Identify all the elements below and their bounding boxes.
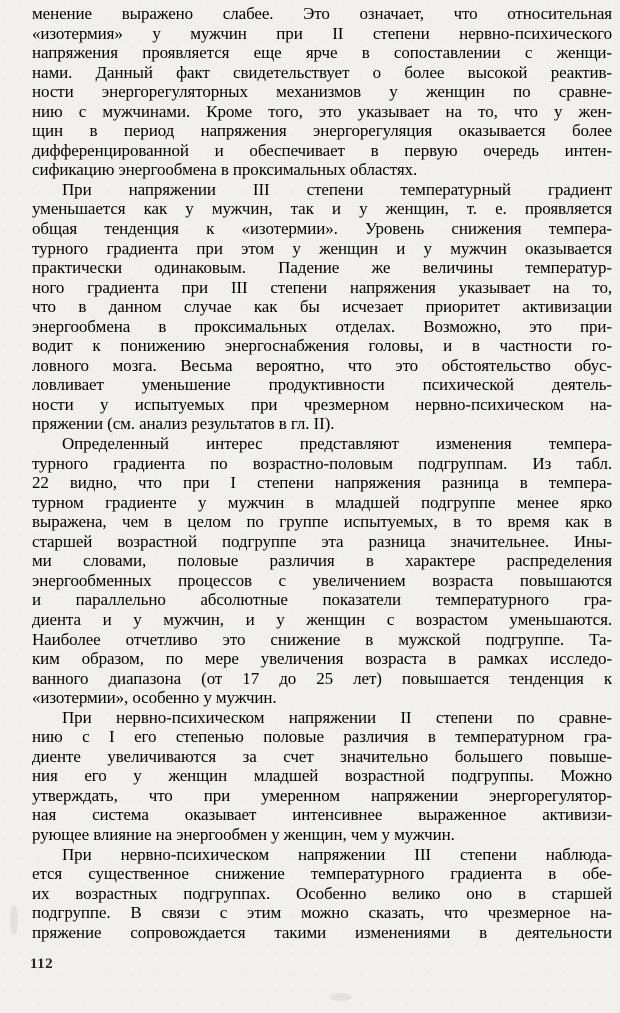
paragraph-start: При нервно-психическом напряжении II степени по сравне- xyxy=(62,707,612,727)
text-line: турного градиента при этом у женщин и у мужчин оказывается xyxy=(32,238,612,258)
text-line: водит к понижению энергоснабжения головы, и в частности го- xyxy=(32,336,612,356)
text-line: диента и у мужчин, и у женщин с возрастом уменьшаются. xyxy=(32,609,612,629)
text-line: уменьшается как у мужчин, так и у женщин, т. е. проявляется xyxy=(32,199,612,219)
text-line: старшей возрастной подгруппе эта разница значительнее. Ины- xyxy=(32,531,612,551)
text-line: турного градиента по возрастно-половым подгруппам. Из табл. xyxy=(32,453,612,473)
text-line: «изотермия» у мужчин при II степени нервно-психического xyxy=(32,23,612,43)
paragraph-start: Определенный интерес представляют изменения темпера- xyxy=(62,434,612,454)
text-line: напряжения проявляется еще ярче в сопоставлении с женщи- xyxy=(32,43,612,63)
text-line: пряжение сопровождается такими изменениями в деятельности xyxy=(32,922,612,942)
text-line: нию с мужчинами. Кроме того, это указывает на то, что у жен- xyxy=(32,101,612,121)
text-line: турном градиенте у мужчин в младшей подгруппе менее ярко xyxy=(32,492,612,512)
text-line: ловливает уменьшение продуктивности психической деятель- xyxy=(32,375,612,395)
scan-speck xyxy=(330,993,352,1001)
text-line: энергообменных процессов с увеличением возраста повышаются xyxy=(32,570,612,590)
scan-speck xyxy=(10,905,18,935)
text-line: ется существенное снижение температурного градиента в обе- xyxy=(32,864,612,884)
text-line: нию с I его степенью половые различия в температурном гра- xyxy=(32,727,612,747)
text-line: что в данном случае как бы исчезает приоритет активизации xyxy=(32,297,612,317)
text-line: энергообмена в проксимальных отделах. Возможно, это при- xyxy=(32,316,612,336)
text-line: ная система оказывает интенсивнее выраженное активизи- xyxy=(32,805,612,825)
text-line: сификацию энергообмена в проксимальных областях. xyxy=(32,160,418,180)
text-line: ности у испытуемых при чрезмерном нервно-психическом на- xyxy=(32,394,612,414)
text-line: подгруппе. В связи с этим можно сказать, что чрезмерное на- xyxy=(32,903,612,923)
text-line: ловного мозга. Весьма вероятно, что это обстоятельство обус- xyxy=(32,355,612,375)
text-line: общая тенденция к «изотермии». Уровень снижения темпера- xyxy=(32,219,612,239)
paragraph-start: При нервно-психическом напряжении III степени наблюда- xyxy=(62,844,612,864)
text-line: и параллельно абсолютные показатели температурного гра- xyxy=(32,590,612,610)
text-line: рующее влияние на энергообмен у женщин, чем у мужчин. xyxy=(32,824,455,844)
text-line: диенте увеличиваются за счет значительно большего повыше- xyxy=(32,746,612,766)
paragraph-start: При напряжении III степени температурный градиент xyxy=(62,179,612,199)
text-line: менение выражено слабее. Это означает, что относительная xyxy=(32,4,612,23)
page-number: 112 xyxy=(30,956,54,972)
text-line: ности энергорегуляторных механизмов у женщин по сравне- xyxy=(32,82,612,102)
text-line: их возрастных подгруппах. Особенно велико оно в старшей xyxy=(32,883,612,903)
text-line: практически одинаковым. Падение же величины температур- xyxy=(32,258,612,278)
text-line: 22 видно, что при I степени напряжения разница в темпера- xyxy=(32,473,612,493)
text-line: ким образом, по мере увеличения возраста в рамках исследо- xyxy=(32,649,612,669)
text-line: ного градиента при III степени напряжения указывает на то, xyxy=(32,277,612,297)
text-line: щин в период напряжения энергорегуляция оказывается более xyxy=(32,121,612,141)
text-line: утверждать, что при умеренном напряжении энергорегулятор- xyxy=(32,785,612,805)
text-line: пряжении (см. анализ результатов в гл. II). xyxy=(32,414,335,434)
text-line: дифференцированной и обеспечивает в первую очередь интен- xyxy=(32,140,612,160)
text-line: Наиболее отчетливо это снижение в мужской подгруппе. Та- xyxy=(32,629,612,649)
text-line: ния его у женщин младшей возрастной подгруппы. Можно xyxy=(32,766,612,786)
text-line: выражена, чем в целом по группе испытуемых, в то время как в xyxy=(32,512,612,532)
text-line: ми словами, половые различия в характере распределения xyxy=(32,551,612,571)
body-text xyxy=(32,4,612,942)
text-line: нами. Данный факт свидетельствует о более высокой реактив- xyxy=(32,62,612,82)
text-line: «изотермии», особенно у мужчин. xyxy=(32,688,277,708)
text-line: ванного диапазона (от 17 до 25 лет) повышается тенденция к xyxy=(32,668,612,688)
